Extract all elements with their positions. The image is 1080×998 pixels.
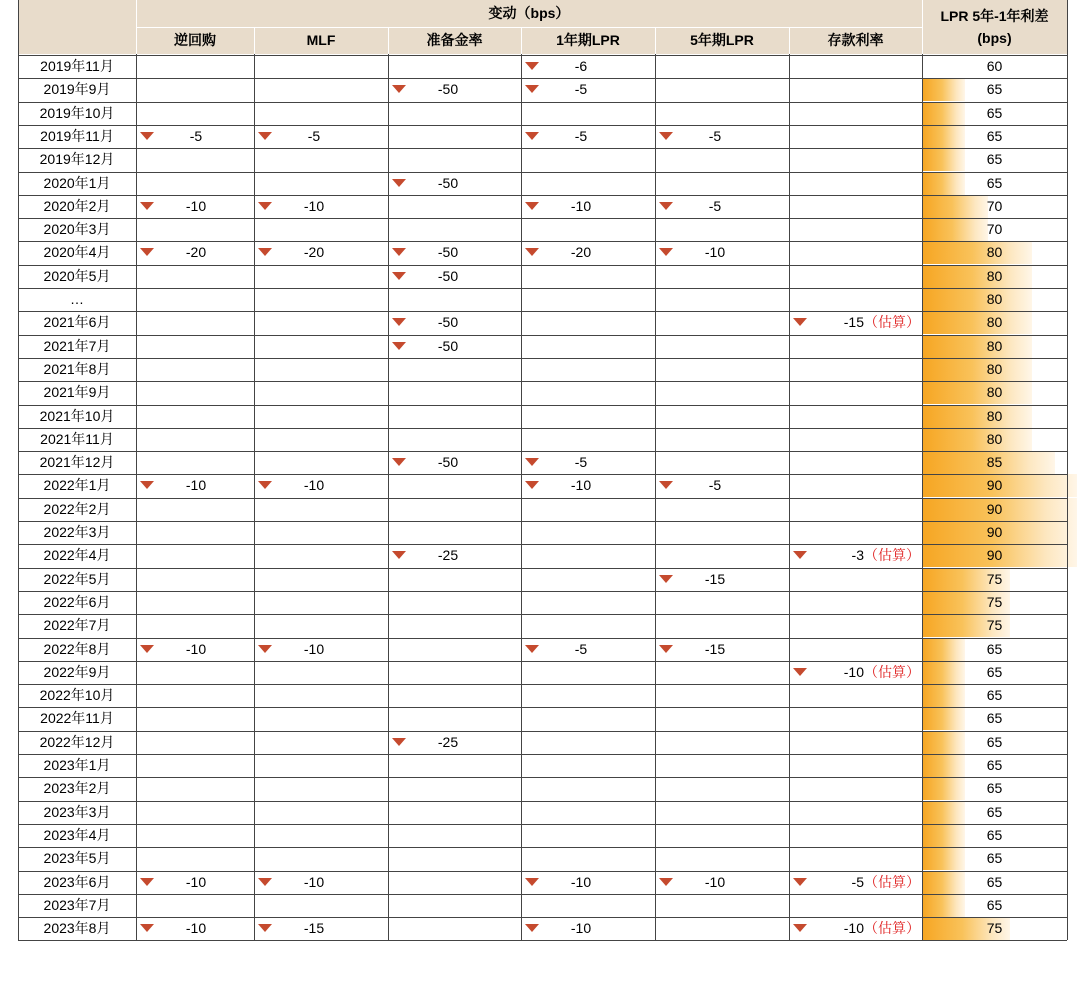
lpr1-change-value: -20 <box>570 244 592 261</box>
deposit-change-value <box>829 544 920 567</box>
row-divider <box>18 288 1067 289</box>
down-triangle-icon <box>392 342 406 350</box>
lpr1-change-value: -5 <box>574 640 588 657</box>
header-column-separator <box>655 27 656 54</box>
row-month-label: 2022年6月 <box>43 593 111 610</box>
estimate-label: （估算） <box>864 314 920 331</box>
row-divider <box>18 125 1067 126</box>
estimate-label: （估算） <box>864 873 920 890</box>
row-month-label: 2019年9月 <box>43 81 111 98</box>
row-divider <box>18 731 1067 732</box>
down-triangle-icon <box>392 551 406 559</box>
row-month-label: 2021年10月 <box>39 407 115 424</box>
mlf-change-value: -5 <box>307 127 321 144</box>
spread-value: 65 <box>986 151 1003 168</box>
row-month-label: … <box>70 291 84 307</box>
row-divider <box>18 661 1067 662</box>
rrr-change-value: -50 <box>437 267 459 284</box>
row-month-label: 2022年4月 <box>43 547 111 564</box>
spread-value: 80 <box>986 407 1003 424</box>
row-divider <box>18 591 1067 592</box>
lpr1-change-value: -5 <box>574 127 588 144</box>
row-divider <box>18 614 1067 615</box>
header-col-deposit: 存款利率 <box>827 32 884 48</box>
down-triangle-icon <box>258 248 272 256</box>
down-triangle-icon <box>140 878 154 886</box>
down-triangle-icon <box>258 132 272 140</box>
spread-value: 65 <box>986 780 1003 797</box>
rrr-change-value: -50 <box>437 314 459 331</box>
down-triangle-icon <box>392 318 406 326</box>
down-triangle-icon <box>392 738 406 746</box>
row-divider <box>18 148 1067 149</box>
down-triangle-icon <box>793 551 807 559</box>
row-divider <box>18 871 1067 872</box>
down-triangle-icon <box>793 878 807 886</box>
spread-value: 90 <box>986 500 1003 517</box>
row-month-label: 2023年4月 <box>43 826 111 843</box>
row-month-label: 2020年3月 <box>43 221 111 238</box>
spread-value: 65 <box>986 710 1003 727</box>
down-triangle-icon <box>525 924 539 932</box>
header-column-separator <box>521 27 522 54</box>
row-divider <box>18 218 1067 219</box>
spread-value: 85 <box>986 454 1003 471</box>
column-divider <box>789 27 790 940</box>
spread-value: 80 <box>986 314 1003 331</box>
row-divider <box>18 684 1067 685</box>
reverse-repo-change-value: -10 <box>185 477 207 494</box>
spread-value: 65 <box>986 127 1003 144</box>
row-divider <box>18 195 1067 196</box>
column-divider <box>1067 0 1068 940</box>
lpr5-change-value: -10 <box>704 873 726 890</box>
row-month-label: 2020年1月 <box>43 174 111 191</box>
down-triangle-icon <box>392 272 406 280</box>
row-month-label: 2023年5月 <box>43 850 111 867</box>
lpr1-change-value: -6 <box>574 58 588 74</box>
lpr5-change-value: -15 <box>704 640 726 657</box>
spread-value: 65 <box>986 733 1003 750</box>
row-divider <box>18 241 1067 242</box>
header-column-separator <box>922 0 923 54</box>
header-col-lpr1: 1年期LPR <box>556 32 620 48</box>
header-spread-line2: (bps) <box>977 30 1012 46</box>
down-triangle-icon <box>140 645 154 653</box>
deposit-change-value <box>829 661 920 684</box>
row-month-label: 2023年7月 <box>43 896 111 913</box>
header-group-title: 变动（bps） <box>488 5 570 21</box>
mlf-change-value: -10 <box>303 197 325 214</box>
rrr-change-value: -25 <box>437 733 459 750</box>
lpr5-change-value: -15 <box>704 570 726 587</box>
row-month-label: 2019年12月 <box>39 151 115 168</box>
lpr1-change-value: -5 <box>574 81 588 98</box>
header-column-separator <box>136 0 137 54</box>
spread-value: 80 <box>986 244 1003 261</box>
row-month-label: 2020年2月 <box>43 197 111 214</box>
row-month-label: 2020年5月 <box>43 267 111 284</box>
row-divider <box>18 521 1067 522</box>
spread-value: 70 <box>986 221 1003 238</box>
change-number: -10 <box>843 663 864 680</box>
row-divider <box>18 754 1067 755</box>
spread-value: 65 <box>986 896 1003 913</box>
down-triangle-icon <box>659 645 673 653</box>
row-divider <box>18 428 1067 429</box>
down-triangle-icon <box>525 645 539 653</box>
rrr-change-value: -50 <box>437 454 459 471</box>
down-triangle-icon <box>659 202 673 210</box>
down-triangle-icon <box>258 481 272 489</box>
row-divider <box>18 707 1067 708</box>
lpr5-change-value: -5 <box>708 477 722 494</box>
header-spread-line1: LPR 5年-1年利差 <box>940 8 1049 24</box>
row-month-label: 2022年3月 <box>43 524 111 540</box>
header-col-rrr: 准备金率 <box>426 32 483 48</box>
row-month-label: 2019年10月 <box>39 104 115 121</box>
spread-value: 75 <box>986 570 1003 587</box>
down-triangle-icon <box>525 878 539 886</box>
down-triangle-icon <box>659 248 673 256</box>
spread-value: 90 <box>986 547 1003 564</box>
spread-value: 65 <box>986 873 1003 890</box>
row-divider <box>18 358 1067 359</box>
header-col-lpr5: 5年期LPR <box>690 32 754 48</box>
row-month-label: 2022年1月 <box>43 477 111 494</box>
spread-value: 65 <box>986 663 1003 680</box>
row-divider <box>18 847 1067 848</box>
row-divider <box>18 405 1067 406</box>
rrr-change-value: -50 <box>437 81 459 98</box>
lpr5-change-value: -5 <box>708 127 722 144</box>
row-month-label: 2021年7月 <box>43 337 111 354</box>
column-divider <box>922 0 923 940</box>
spread-value: 70 <box>986 197 1003 214</box>
spread-value: 80 <box>986 337 1003 354</box>
row-month-label: 2021年6月 <box>43 314 111 331</box>
deposit-change-value <box>829 917 920 940</box>
spread-value: 65 <box>986 104 1003 121</box>
rrr-change-value: -25 <box>437 547 459 564</box>
row-divider <box>18 102 1067 103</box>
down-triangle-icon <box>258 202 272 210</box>
row-divider <box>18 78 1067 79</box>
lpr5-change-value: -10 <box>704 244 726 261</box>
row-divider <box>18 55 1067 56</box>
row-month-label: 2021年12月 <box>39 454 115 471</box>
row-month-label: 2022年12月 <box>39 733 115 750</box>
down-triangle-icon <box>140 481 154 489</box>
rrr-change-value: -50 <box>437 174 459 191</box>
change-number: -3 <box>851 547 864 564</box>
spread-value: 60 <box>986 58 1003 74</box>
row-month-label: 2023年1月 <box>43 757 111 773</box>
row-month-label: 2022年9月 <box>43 663 111 680</box>
row-month-label: 2023年8月 <box>43 920 111 937</box>
estimate-label: （估算） <box>864 663 920 680</box>
down-triangle-icon <box>525 62 539 70</box>
down-triangle-icon <box>392 179 406 187</box>
spread-value: 65 <box>986 174 1003 191</box>
down-triangle-icon <box>392 248 406 256</box>
row-month-label: 2023年6月 <box>43 873 111 890</box>
column-divider <box>18 0 19 940</box>
change-number: -10 <box>843 920 864 937</box>
down-triangle-icon <box>392 458 406 466</box>
spread-value: 80 <box>986 430 1003 447</box>
row-divider <box>18 311 1067 312</box>
lpr5-change-value: -5 <box>708 197 722 214</box>
down-triangle-icon <box>793 668 807 676</box>
reverse-repo-change-value: -20 <box>185 244 207 261</box>
row-divider <box>18 568 1067 569</box>
spread-value: 65 <box>986 757 1003 773</box>
row-divider <box>18 172 1067 173</box>
spread-value: 80 <box>986 291 1003 307</box>
down-triangle-icon <box>793 924 807 932</box>
header-column-separator <box>388 27 389 54</box>
header-col-mlf: MLF <box>306 32 336 48</box>
down-triangle-icon <box>140 132 154 140</box>
spread-value: 65 <box>986 81 1003 98</box>
down-triangle-icon <box>140 202 154 210</box>
row-month-label: 2023年3月 <box>43 803 111 820</box>
header-column-separator <box>789 27 790 54</box>
spread-value: 65 <box>986 640 1003 657</box>
mlf-change-value: -20 <box>303 244 325 261</box>
row-divider <box>18 381 1067 382</box>
column-divider <box>388 27 389 940</box>
mlf-change-value: -10 <box>303 873 325 890</box>
spread-value: 80 <box>986 360 1003 377</box>
down-triangle-icon <box>793 318 807 326</box>
down-triangle-icon <box>525 248 539 256</box>
row-month-label: 2022年5月 <box>43 570 111 587</box>
row-month-label: 2022年11月 <box>40 710 114 727</box>
reverse-repo-change-value: -10 <box>185 197 207 214</box>
lpr1-change-value: -10 <box>570 873 592 890</box>
down-triangle-icon <box>258 878 272 886</box>
row-divider <box>18 917 1067 918</box>
row-divider <box>18 335 1067 336</box>
header-col-reverse-repo: 逆回购 <box>174 32 216 48</box>
row-month-label: 2019年11月 <box>40 58 114 74</box>
reverse-repo-change-value: -10 <box>185 920 207 937</box>
column-divider <box>136 27 137 940</box>
row-divider <box>18 544 1067 545</box>
lpr1-change-value: -5 <box>574 454 588 471</box>
row-divider <box>18 777 1067 778</box>
down-triangle-icon <box>525 85 539 93</box>
down-triangle-icon <box>140 924 154 932</box>
down-triangle-icon <box>659 878 673 886</box>
row-month-label: 2022年7月 <box>43 617 111 634</box>
down-triangle-icon <box>659 132 673 140</box>
reverse-repo-change-value: -5 <box>189 127 203 144</box>
row-month-label: 2022年10月 <box>39 687 115 704</box>
spread-value: 65 <box>986 850 1003 867</box>
row-month-label: 2021年8月 <box>43 360 111 377</box>
rrr-change-value: -50 <box>437 337 459 354</box>
row-month-label: 2023年2月 <box>43 780 111 797</box>
row-month-label: 2019年11月 <box>40 127 114 144</box>
row-month-label: 2021年9月 <box>43 384 111 401</box>
spread-value: 90 <box>986 477 1003 494</box>
spread-value: 65 <box>986 826 1003 843</box>
row-divider <box>18 894 1067 895</box>
deposit-change-value <box>829 871 920 894</box>
row-divider <box>18 498 1067 499</box>
row-divider <box>18 265 1067 266</box>
down-triangle-icon <box>258 924 272 932</box>
mlf-change-value: -15 <box>303 920 325 937</box>
row-month-label: 2022年2月 <box>43 500 111 517</box>
spread-value: 75 <box>986 920 1003 937</box>
spread-value: 80 <box>986 384 1003 401</box>
down-triangle-icon <box>659 575 673 583</box>
row-month-label: 2022年8月 <box>43 640 111 657</box>
spread-value: 75 <box>986 617 1003 634</box>
mlf-change-value: -10 <box>303 477 325 494</box>
rrr-change-value: -50 <box>437 244 459 261</box>
down-triangle-icon <box>525 132 539 140</box>
row-divider <box>18 940 1067 941</box>
row-divider <box>18 801 1067 802</box>
deposit-change-value <box>829 311 920 334</box>
down-triangle-icon <box>525 481 539 489</box>
column-divider <box>521 27 522 940</box>
column-divider <box>655 27 656 940</box>
lpr1-change-value: -10 <box>570 477 592 494</box>
lpr1-change-value: -10 <box>570 920 592 937</box>
row-divider <box>18 824 1067 825</box>
row-divider <box>18 451 1067 452</box>
column-divider <box>254 27 255 940</box>
down-triangle-icon <box>258 645 272 653</box>
estimate-label: （估算） <box>864 547 920 564</box>
estimate-label: （估算） <box>864 920 920 937</box>
down-triangle-icon <box>392 85 406 93</box>
spread-value: 75 <box>986 593 1003 610</box>
down-triangle-icon <box>659 481 673 489</box>
header-column-separator <box>254 27 255 54</box>
reverse-repo-change-value: -10 <box>185 873 207 890</box>
row-divider <box>18 638 1067 639</box>
down-triangle-icon <box>140 248 154 256</box>
change-number: -5 <box>851 873 864 890</box>
spread-value: 65 <box>986 687 1003 704</box>
spread-value: 65 <box>986 803 1003 820</box>
reverse-repo-change-value: -10 <box>185 640 207 657</box>
down-triangle-icon <box>525 458 539 466</box>
mlf-change-value: -10 <box>303 640 325 657</box>
down-triangle-icon <box>525 202 539 210</box>
spread-value: 90 <box>986 524 1003 540</box>
spread-value: 80 <box>986 267 1003 284</box>
change-number: -15 <box>843 314 864 331</box>
lpr1-change-value: -10 <box>570 197 592 214</box>
row-divider <box>18 474 1067 475</box>
row-month-label: 2020年4月 <box>43 244 111 261</box>
row-month-label: 2021年11月 <box>40 430 114 447</box>
